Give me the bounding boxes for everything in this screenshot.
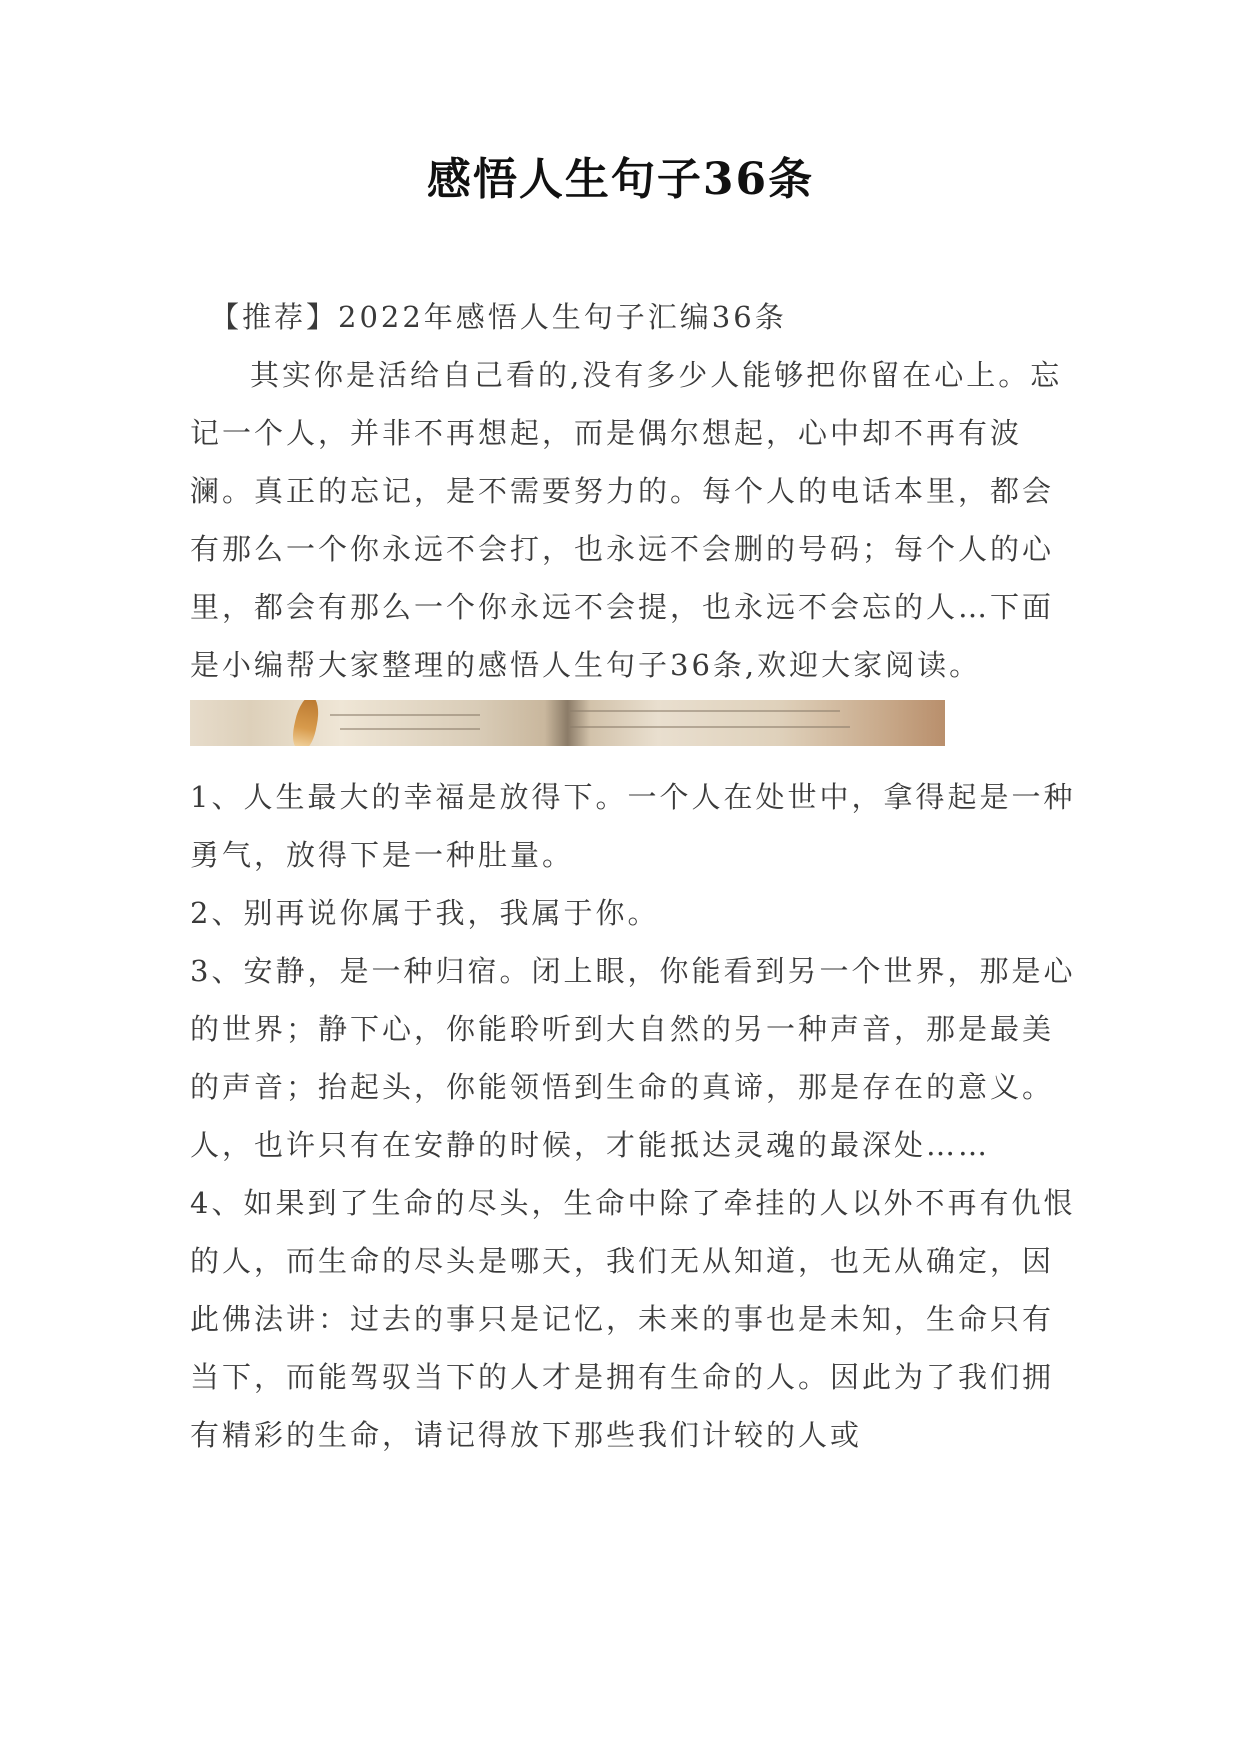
document-title: 感悟人生句子36条: [426, 154, 815, 205]
list-item: 1、人生最大的幸福是放得下。一个人在处世中，拿得起是一种勇气，放得下是一种肚量。: [190, 780, 1076, 872]
photo-text-line: [330, 714, 480, 716]
dried-leaf-shape: [290, 700, 323, 746]
photo-text-line: [340, 728, 480, 730]
photo-text-line: [570, 710, 840, 712]
list-item: 4、如果到了生命的尽头，生命中除了牵挂的人以外不再有仇恨的人，而生命的尽头是哪天，我们无从知道，也无从确定，因此佛法讲：过去的事只是记忆，未来的事也是未知，生命只有当下，而能驾驭当下的人才是拥有生命的人。因此为了我们拥有精彩的生命，请记得放下那些我们计较的人或: [190, 1186, 1076, 1452]
document-subtitle: 【推荐】2022年感悟人生句子汇编36条: [210, 300, 787, 334]
photo-text-line: [570, 726, 850, 728]
list-item: 3、安静，是一种归宿。闭上眼，你能看到另一个世界，那是心的世界；静下心，你能聆听到大自然的另一种声音，那是最美的声音；抬起头，你能领悟到生命的真谛，那是存在的意义。人，也许只有在安静的时候，才能抵达灵魂的最深处……: [190, 954, 1076, 1162]
intro-paragraph: 其实你是活给自己看的,没有多少人能够把你留在心上。忘记一个人，并非不再想起，而是偶尔想起，心中却不再有波澜。真正的忘记，是不需要努力的。每个人的电话本里，都会有那么一个你永远不会打，也永远不会删的号码；每个人的心里，都会有那么一个你永远不会提，也永远不会忘的人…下面是小编帮大家整理的感悟人生句子36条,欢迎大家阅读。: [190, 358, 1063, 682]
book-photo-image: [190, 700, 945, 746]
list-item: 2、别再说你属于我，我属于你。: [190, 896, 660, 930]
document-body: [190, 288, 1080, 1464]
